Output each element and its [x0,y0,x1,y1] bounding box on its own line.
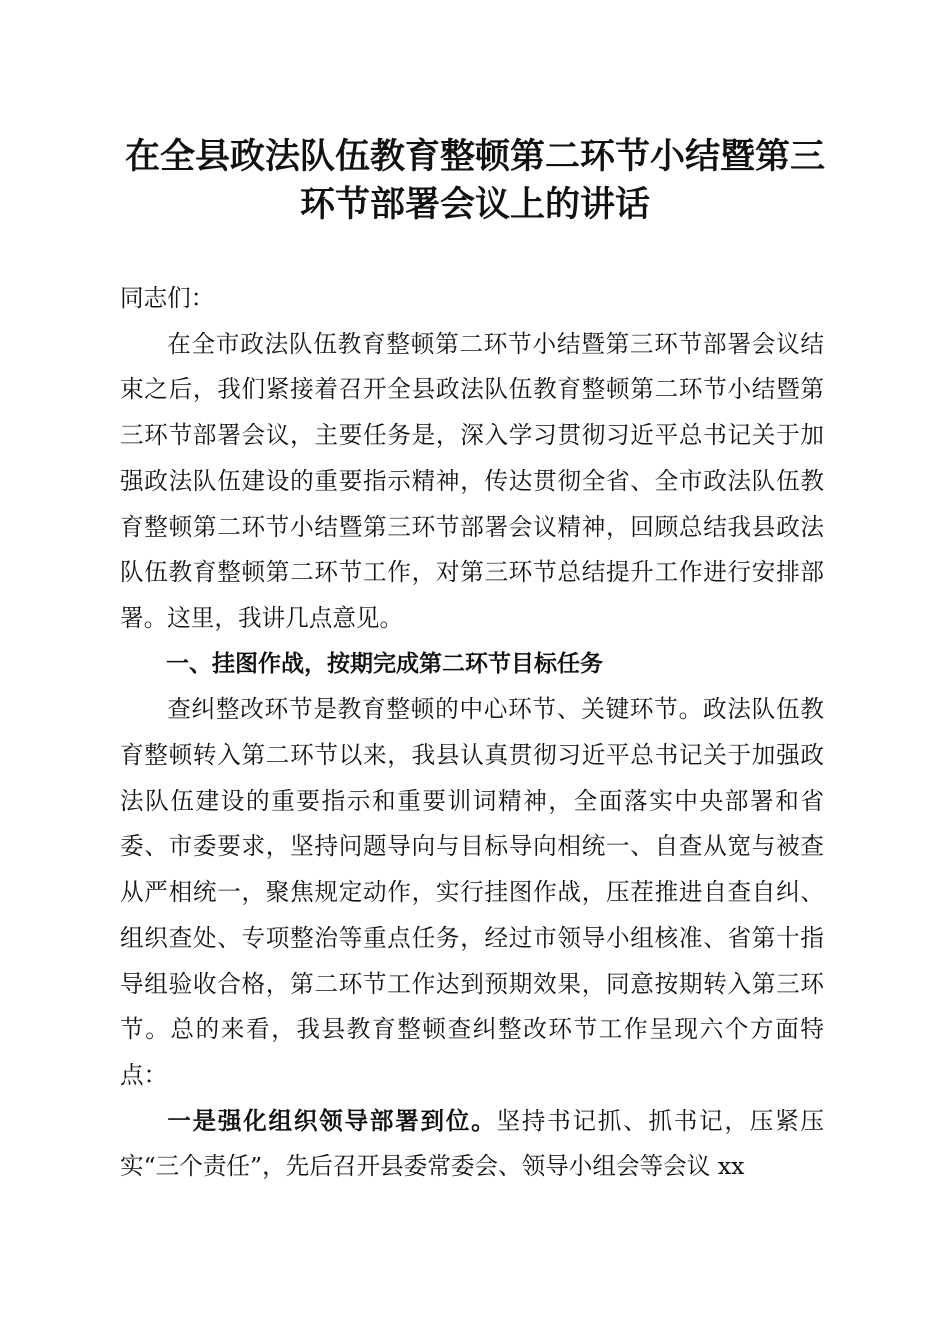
title-line-2: 环节部署会议上的讲话 [299,184,650,225]
paragraph-section-1: 查纠整改环节是教育整顿的中心环节、关键环节。政法队伍教育整顿转入第二环节以来，我县认真贯彻习近平总书记关于加强政法队伍建设的重要指示和重要训词精神，全面落实中央部署和省委、市委要求，坚持问题导向与目标导向相统一、自查从宽与被查从严相统一，聚焦规定动作，实行挂图作战，压茬推进自查自纠、组织查处、专项整治等重点任务，经过市领导小组核准、省第十指导组验收合格，第二环节工作达到预期效果，同意按期转入第三环节。总的来看，我县教育整顿查纠整改环节工作呈现六个方面特点： [120,695,824,1089]
paragraph-point-1 [120,1099,824,1190]
title-line-1: 在全县政法队伍教育整顿第二环节小结暨第三 [124,136,825,177]
salutation: 同志们： [120,284,215,312]
document-body [120,276,824,1190]
document-title [100,133,850,229]
point-1-text: 坚持书记抓、抓书记，压紧压实“三个责任”，先后召开县委常委会、领导小组会等会议 xx [120,1106,825,1181]
section-heading-1: 一、挂图作战，按期完成第二环节目标任务 [166,650,603,677]
paragraph-intro: 在全市政法队伍教育整顿第二环节小结暨第三环节部署会议结束之后，我们紧接着召开全县政法队伍教育整顿第二环节小结暨第三环节部署会议，主要任务是，深入学习贯彻习近平总书记关于加强政法队伍建设的重要指示精神，传达贯彻全省、全市政法队伍教育整顿第二环节小结暨第三环节部署会议精神，回顾总结我县政法队伍教育整顿第二环节工作，对第三环节总结提升工作进行安排部署。这里，我讲几点意见。 [120,329,824,632]
point-1-lead: 一是强化组织领导部署到位。 [167,1106,497,1135]
